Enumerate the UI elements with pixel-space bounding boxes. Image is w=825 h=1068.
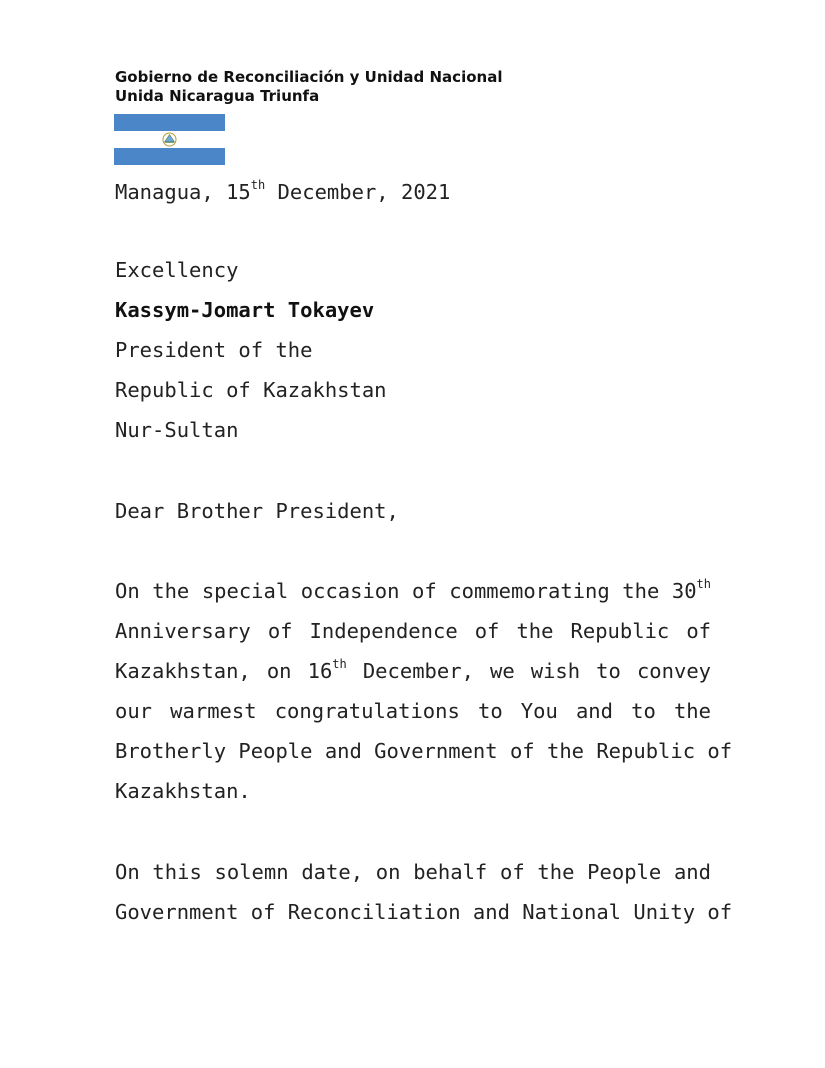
- nicaragua-flag-icon: [114, 114, 225, 165]
- recipient-block: [115, 250, 387, 450]
- recipient-title: President of the: [115, 338, 313, 362]
- recipient-country: Republic of Kazakhstan: [115, 378, 387, 402]
- letter-date: [115, 172, 450, 212]
- paragraph-line: On this solemn date, on behalf of the People and: [115, 860, 711, 884]
- recipient-city: Nur-Sultan: [115, 418, 239, 442]
- date-month-year: December, 2021: [265, 180, 451, 204]
- letterhead: [115, 68, 502, 106]
- date-ordinal: th: [250, 178, 266, 193]
- paragraph-line: Brotherly People and Government of the Republic of: [115, 739, 733, 763]
- paragraph-line: Kazakhstan.: [115, 779, 251, 803]
- date-day: Managua, 15: [115, 180, 251, 204]
- paragraph-line: On the special occasion of commemorating the 30th: [115, 577, 711, 603]
- paragraph-line: our warmest congratulations to You and to the: [115, 699, 711, 723]
- paragraph-line: Kazakhstan, on 16th December, we wish to convey: [115, 657, 711, 683]
- letterhead-slogan: Unida Nicaragua Triunfa: [115, 87, 320, 105]
- salutation: Dear Brother President,: [115, 499, 399, 523]
- recipient-name: Kassym-Jomart Tokayev: [115, 298, 375, 322]
- letterhead-government-name: Gobierno de Reconciliación y Unidad Nacional: [115, 68, 503, 86]
- paragraph-congratulations: [115, 571, 733, 811]
- paragraph-solemn-date: [115, 852, 733, 932]
- paragraph-line: Anniversary of Independence of the Republic of: [115, 619, 711, 643]
- paragraph-line: Government of Reconciliation and National Unity of: [115, 900, 733, 924]
- recipient-honorific: Excellency: [115, 258, 239, 282]
